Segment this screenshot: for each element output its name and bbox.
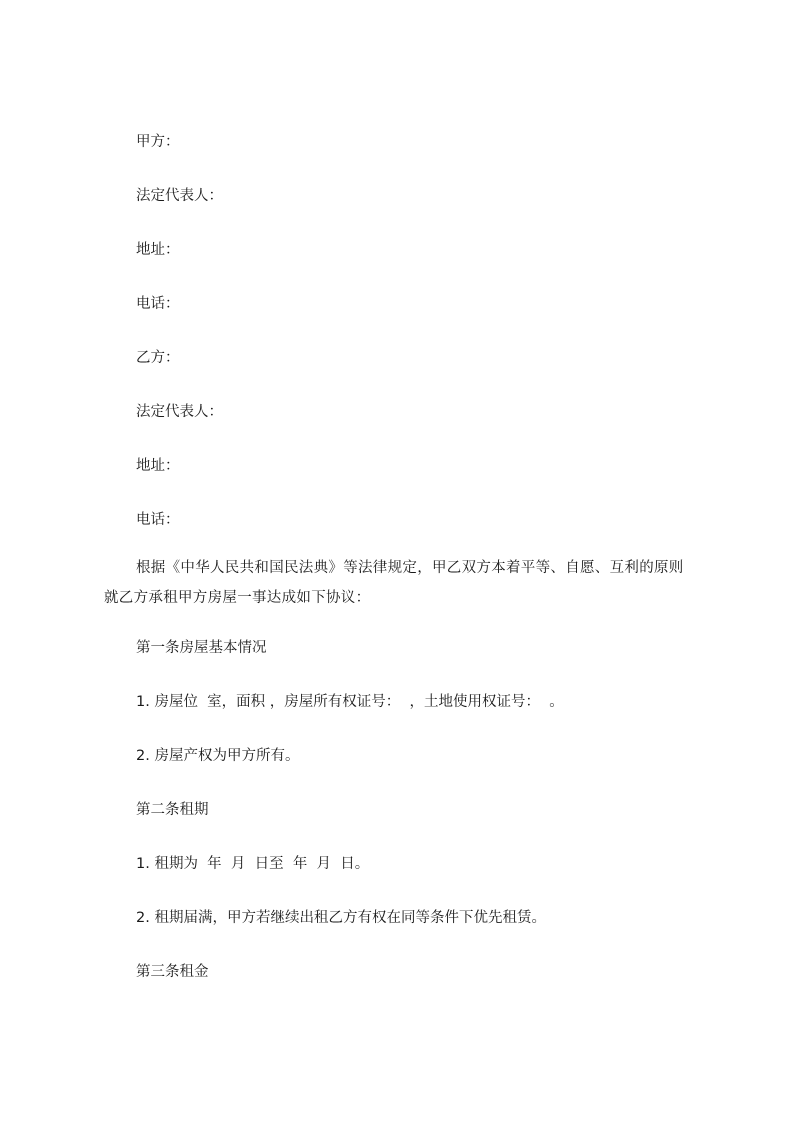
article-2-title: 第二条租期 [136, 802, 209, 818]
article-1-title: 第一条房屋基本情况 [136, 640, 267, 656]
party-b-label: 乙方： [136, 350, 180, 366]
party-a-label: 甲方： [136, 134, 180, 150]
article-2-item-2: 2. 租期届满，甲方若继续出租乙方有权在同等条件下优先租赁。 [136, 910, 546, 926]
article-2-item-1: 1. 租期为 年 月 日至 年 月 日。 [136, 856, 370, 872]
party-a-phone: 电话： [136, 296, 180, 312]
preamble-paragraph: 根据《中华人民共和国民法典》等法律规定，甲乙双方本着平等、自愿、互利的原则就乙方承租甲方房屋一事达成如下协议： [104, 560, 684, 606]
party-b-legal-rep: 法定代表人： [136, 404, 223, 420]
article-3-title: 第三条租金 [136, 964, 209, 980]
party-a-legal-rep: 法定代表人： [136, 188, 223, 204]
article-1-item-2: 2. 房屋产权为甲方所有。 [136, 748, 300, 764]
party-b-address: 地址： [136, 458, 180, 474]
party-b-phone: 电话： [136, 512, 180, 528]
article-1-item-1: 1. 房屋位 室，面积 ，房屋所有权证号： ，土地使用权证号： 。 [136, 694, 564, 710]
party-a-address: 地址： [136, 242, 180, 258]
